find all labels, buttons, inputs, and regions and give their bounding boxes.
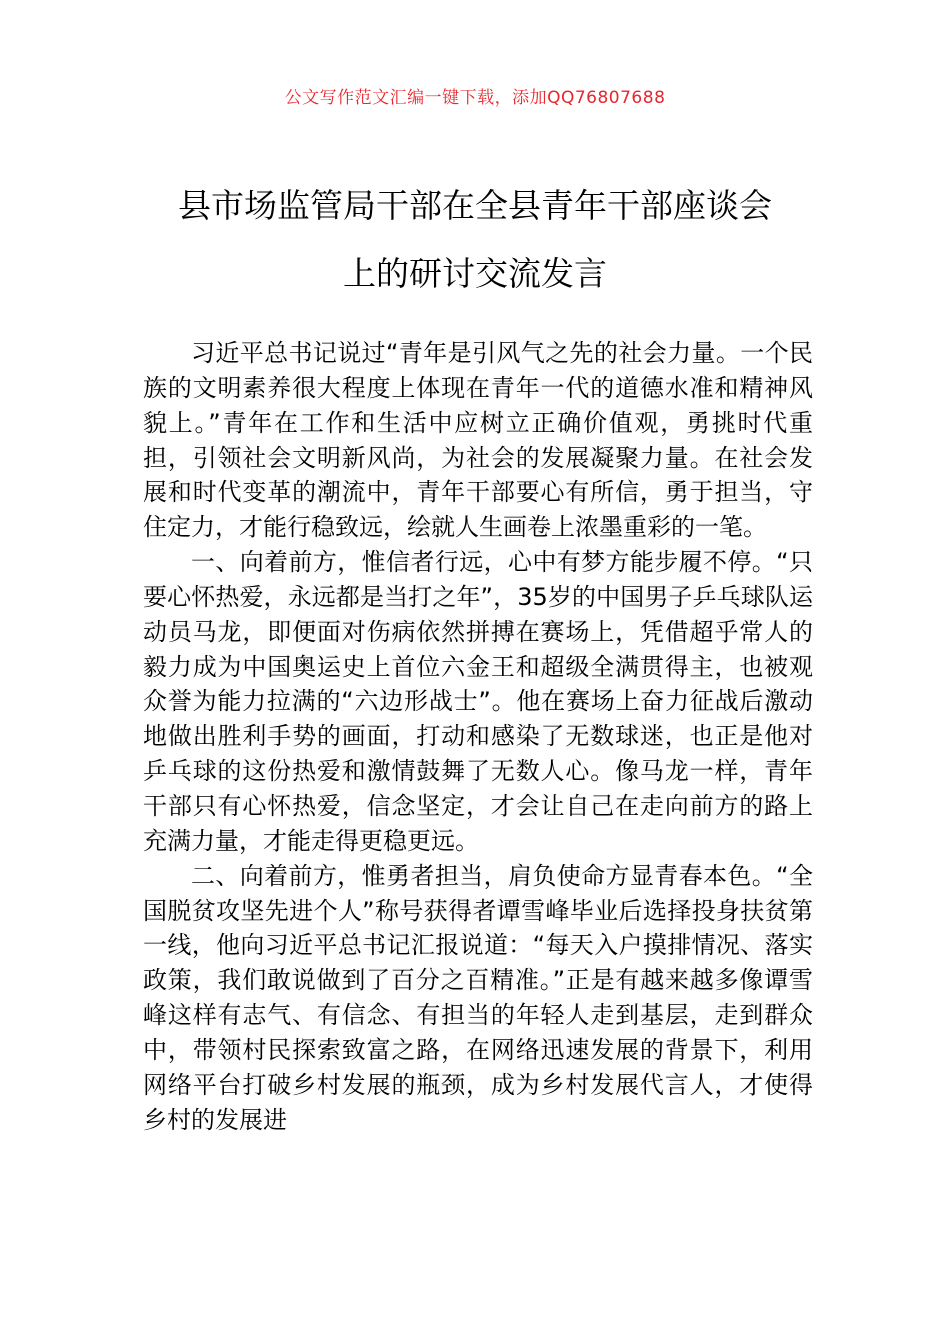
title-line-2: 上的研讨交流发言 (343, 254, 607, 293)
paragraph-section-2: 二、向着前方，惟勇者担当，肩负使命方显青春本色。“全国脱贫攻坚先进个人”称号获得者谭雪峰毕业后选择投身扶贫第一线，他向习近平总书记汇报说道：“每天入户摸排情况、落实政策，我们敢说做到了百分之百精准。”正是有越来越多像谭雪峰这样有志气、有信念、有担当的年轻人走到基层，走到群众中，带领村民探索致富之路，在网络迅速发展的背景下，利用网络平台打破乡村发展的瓶颈，成为乡村发展代言人，才使得乡村的发展进 (143, 861, 813, 1134)
title-line-1: 县市场监管局干部在全县青年干部座谈会 (178, 186, 772, 225)
paragraph-section-1: 一、向着前方，惟信者行远，心中有梦方能步履不停。“只要心怀热爱，永远都是当打之年”，35岁的中国男子乒乓球队运动员马龙，即便面对伤病依然拼搏在赛场上，凭借超乎常人的毅力成为中国奥运史上首位六金王和超级全满贯得主，也被观众誉为能力拉满的“六边形战士”。他在赛场上奋力征战后激动地做出胜利手势的画面，打动和感染了无数球迷，也正是他对乒乓球的这份热爱和激情鼓舞了无数人心。像马龙一样，青年干部只有心怀热爱，信念坚定，才会让自己在走向前方的路上充满力量，才能走得更稳更远。 (143, 548, 813, 855)
page-title (120, 172, 830, 308)
document-body (143, 336, 813, 1137)
header-watermark-note: 公文写作范文汇编一键下载，添加QQ76807688 (284, 88, 666, 108)
paragraph-intro: 习近平总书记说过“青年是引风气之先的社会力量。一个民族的文明素养很大程度上体现在青年一代的道德水准和精神风貌上。”青年在工作和生活中应树立正确价值观，勇挑时代重担，引领社会文明新风尚，为社会的发展凝聚力量。在社会发展和时代变革的潮流中，青年干部要心有所信，勇于担当，守住定力，才能行稳致远，绘就人生画卷上浓墨重彩的一笔。 (143, 339, 813, 542)
